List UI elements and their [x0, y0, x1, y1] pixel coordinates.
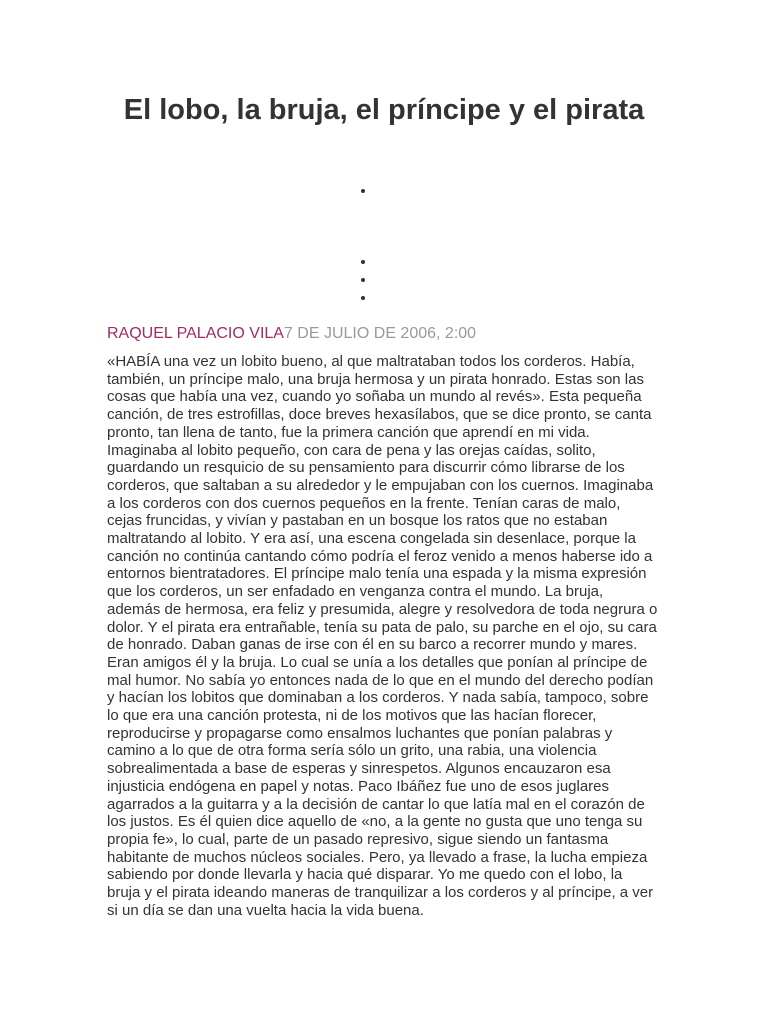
bullet-dot [361, 278, 365, 282]
bullet-dot [361, 260, 365, 264]
author-link[interactable]: RAQUEL PALACIO VILA [107, 325, 284, 342]
byline [107, 324, 476, 344]
article-body: «HABÍA una vez un lobito bueno, al que maltrataban todos los corderos. Había, también, un príncipe malo, una bruja hermosa y un pirata honrado. Estas son las cosas que había una vez, cuando yo soñaba un mundo al revés». Esta pequeña canción, de tres estrofillas, doce breves hexasílabos, que se dice pronto, se canta pronto, tan llena de tanto, fue la primera canción que aprendí en mi vida. Imaginaba al lobito pequeño, con cara de pena y las orejas caídas, solito, guardando un resquicio de su pensamiento para discurrir cómo librarse de los corderos, que saltaban a su alrededor y le empujaban con los cuernos. Imaginaba a los corderos con dos cuernos pequeños en la frente. Tenían caras de malo, cejas fruncidas, y vivían y pastaban en un bosque los ratos que no estaban maltratando al lobito. Y era así, una escena congelada sin desenlace, porque la canción no continúa cantando cómo podría el feroz venido a menos haberse ido a entornos bientratadores. El príncipe malo tenía una espada y la misma expresión que los corderos, un ser enfadado en venganza contra el mundo. La bruja, además de hermosa, era feliz y presumida, alegre y resolvedora de toda negrura o dolor. Y el pirata era entrañable, tenía su pata de palo, su parche en el ojo, su cara de honrado. Daban ganas de irse con él en su barco a recorrer mundo y mares. Eran amigos él y la bruja. Lo cual se unía a los detalles que ponían al príncipe de mal humor. No sabía yo entonces nada de lo que en el mundo del derecho podían y hacían los lobitos que dominaban a los corderos. Y nada sabía, tampoco, sobre lo que era una canción protesta, ni de los motivos que las hacían florecer, reproducirse y propagarse como ensalmos luchantes que ponían palabras y camino a lo que de otra forma sería sólo un grito, una rabia, una violencia sobrealimentada a base de esperas y sinrespetos. Algunos encauzaron esa injusticia endógena en papel y notas. Paco Ibáñez fue uno de esos juglares agarrados a la guitarra y a la decisión de cantar lo que latía mal en el corazón de los justos. Es él quien dice aquello de «no, a la gente no gusta que uno tenga su propia fe», lo cual, parte de un pasado represivo, sigue siendo un fantasma habitante de muchos núcleos sociales. Pero, ya llevado a frase, la lucha empieza sabiendo por donde llevarla y hacia qué disparar. Yo me quedo con el lobo, la bruja y el pirata ideando maneras de tranquilizar a los corderos y al príncipe, a ver si un día se dan una vuelta hacia la vida buena. [107, 353, 658, 919]
page-title: El lobo, la bruja, el príncipe y el pirata [123, 94, 645, 126]
bullet-dot [361, 189, 365, 193]
publish-date: 7 DE JULIO DE 2006, 2:00 [283, 325, 477, 342]
bullet-dot [361, 296, 365, 300]
